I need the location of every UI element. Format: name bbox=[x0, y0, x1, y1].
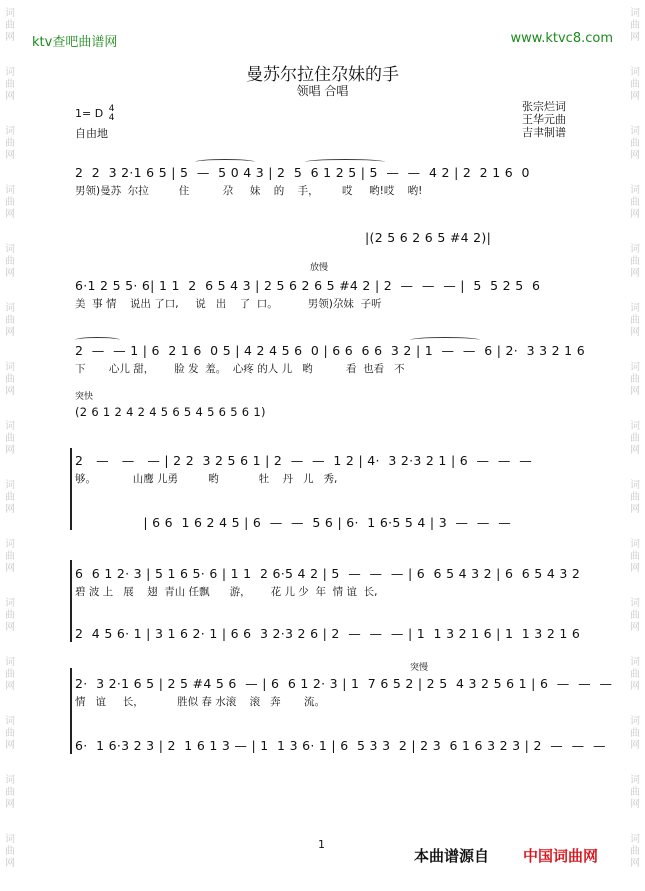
watermark-glyph: 词 曲 网 bbox=[5, 657, 15, 692]
watermark-glyph: 词 曲 网 bbox=[630, 67, 640, 102]
notes-line: 2· 3 2·1 6 5 | 2 5 #4 5 6 — | 6 6 1 2· 3 | 1 7 6 5 2 | 2 5 4 3 2 5 6 1 | 6 — — — bbox=[75, 676, 613, 691]
part-brace bbox=[70, 560, 72, 642]
time-denominator: 4 bbox=[108, 113, 115, 123]
watermark-glyph: 词 曲 网 bbox=[5, 8, 15, 43]
notes-line-lower: 2 4 5 6· 1 | 3 1 6 2· 1 | 6 6 3 2·3 2 6 | 2 — — — | 1 1 3 2 1 6 | 1 1 3 2 1 6 bbox=[75, 626, 581, 641]
notes-line-lower: | 6 6 1 6 2 4 5 | 6 — — 5 6 | 6· 1 6·5 5 4 | 3 — — — bbox=[75, 515, 512, 530]
source-label: 本曲谱源自 bbox=[414, 847, 490, 865]
watermark-glyph: 词 曲 网 bbox=[630, 244, 640, 279]
lyrics-line: 碧 波 上 展 翅 青山 任飘 游， 花 儿 少 年 情 谊 长, bbox=[75, 586, 378, 598]
watermark-glyph: 词 曲 网 bbox=[5, 421, 15, 456]
lyrics-line: 够。 山鹰 儿勇 哟 牡 丹 儿 秀, bbox=[75, 473, 338, 485]
lyricist: 张宗烂词 bbox=[522, 100, 566, 113]
watermark-glyph: 词 曲 网 bbox=[630, 421, 640, 456]
lyrics-line: 男领)曼苏 尔拉 住 尕 妹 的 手， 哎 哟!哎 哟! bbox=[75, 185, 423, 197]
watermark-glyph: 词 曲 网 bbox=[5, 716, 15, 751]
tempo-change: 突慢 bbox=[410, 663, 429, 673]
notes-line: 2 2 3 2·1 6 5 | 5 — 5 0 4 3 | 2 5 6 1 2 5 | 5 — — 4 2 | 2 2 1 6 0 bbox=[75, 165, 530, 180]
watermark-glyph: 词 曲 网 bbox=[630, 126, 640, 161]
watermark-glyph: 词 曲 网 bbox=[5, 67, 15, 102]
watermark-glyph: 词 曲 网 bbox=[630, 657, 640, 692]
transcriber: 吉聿制谱 bbox=[522, 126, 566, 139]
notes-line: 2 — — — | 2 2 3 2 5 6 1 | 2 — — 1 2 | 4· 3 2·3 2 1 | 6 — — — bbox=[75, 453, 533, 468]
watermark-glyph: 词 曲 网 bbox=[630, 775, 640, 810]
watermark-glyph: 词 曲 网 bbox=[5, 598, 15, 633]
watermark-glyph: 词 曲 网 bbox=[630, 539, 640, 574]
page-number: 1 bbox=[318, 838, 325, 851]
site-link-left[interactable]: ktv查吧曲谱网 bbox=[32, 35, 118, 50]
intro-marking: (2 6 1 2 4 2 4 5 6 5 4 5 6 5 6 1) bbox=[75, 405, 266, 419]
lyrics-line: 情 谊 长， 胜似 春 水滚 滚 奔 流。 bbox=[75, 696, 325, 708]
time-signature bbox=[109, 105, 115, 123]
tempo-change: 突快 bbox=[75, 392, 94, 402]
tempo-change: 放慢 bbox=[310, 263, 329, 273]
watermark-glyph: 词 曲 网 bbox=[5, 185, 15, 220]
watermark-glyph: 词 曲 网 bbox=[630, 362, 640, 397]
source-site-link[interactable]: 中国词曲网 bbox=[523, 847, 599, 865]
lyrics-line: 下 心儿 甜， 脸 发 羞。 心疼 的人 儿 哟 看 也看 不 bbox=[75, 363, 405, 375]
watermark-glyph: 词 曲 网 bbox=[5, 126, 15, 161]
notes-line: 6·1 2 5 5· 6| 1 1 2 6 5 4 3 | 2 5 6 2 6 5 #4 2 | 2 — — — | 5 5 2 5 6 bbox=[75, 278, 541, 293]
intro-marking: |(2 5 6 2 6 5 #4 2)| bbox=[365, 230, 492, 245]
key-signature bbox=[75, 105, 114, 123]
watermark-glyph: 词 曲 网 bbox=[5, 244, 15, 279]
watermark-glyph: 词 曲 网 bbox=[5, 480, 15, 515]
notes-line: 2 — — 1 | 6 2 1 6 0 5 | 4 2 4 5 6 0 | 6 6 6 6 3 2 | 1 — — 6 | 2· 3 3 2 1 6 bbox=[75, 343, 585, 358]
key-label: 1= D bbox=[75, 107, 104, 120]
watermark-glyph: 词 曲 网 bbox=[5, 539, 15, 574]
watermark-glyph: 词 曲 网 bbox=[5, 362, 15, 397]
watermark-glyph: 词 曲 网 bbox=[5, 303, 15, 338]
watermark-glyph: 词 曲 网 bbox=[630, 8, 640, 43]
watermark-glyph: 词 曲 网 bbox=[630, 303, 640, 338]
watermark-glyph: 词 曲 网 bbox=[5, 775, 15, 810]
song-title: 曼苏尔拉住尕妹的手 bbox=[246, 65, 399, 85]
watermark-glyph: 词 曲 网 bbox=[630, 834, 640, 869]
watermark-glyph: 词 曲 网 bbox=[630, 598, 640, 633]
part-brace bbox=[70, 448, 72, 530]
watermark-glyph: 词 曲 网 bbox=[630, 480, 640, 515]
notes-line: 6 6 1 2· 3 | 5 1 6 5· 6 | 1 1 2 6·5 4 2 | 5 — — — | 6 6 5 4 3 2 | 6 6 5 4 3 2 bbox=[75, 566, 581, 581]
site-link-right[interactable]: www.ktvc8.com bbox=[510, 31, 613, 46]
composer: 王华元曲 bbox=[522, 113, 566, 126]
song-subtitle: 领唱 合唱 bbox=[296, 84, 349, 98]
notes-line-lower: 6· 1 6·3 2 3 | 2 1 6 1 3 — | 1 1 3 6· 1 | 6 5 3 3 2 | 2 3 6 1 6 3 2 3 | 2 — — — bbox=[75, 738, 606, 753]
lyrics-line: 美 事 情 说出 了口, 说 出 了 口。 男领)尕妹 子听 bbox=[75, 298, 382, 310]
watermark-glyph: 词 曲 网 bbox=[5, 834, 15, 869]
watermark-glyph: 词 曲 网 bbox=[630, 716, 640, 751]
tempo-marking: 自由地 bbox=[75, 127, 108, 140]
watermark-glyph: 词 曲 网 bbox=[630, 185, 640, 220]
time-numerator: 4 bbox=[108, 104, 115, 114]
part-brace bbox=[70, 668, 72, 754]
